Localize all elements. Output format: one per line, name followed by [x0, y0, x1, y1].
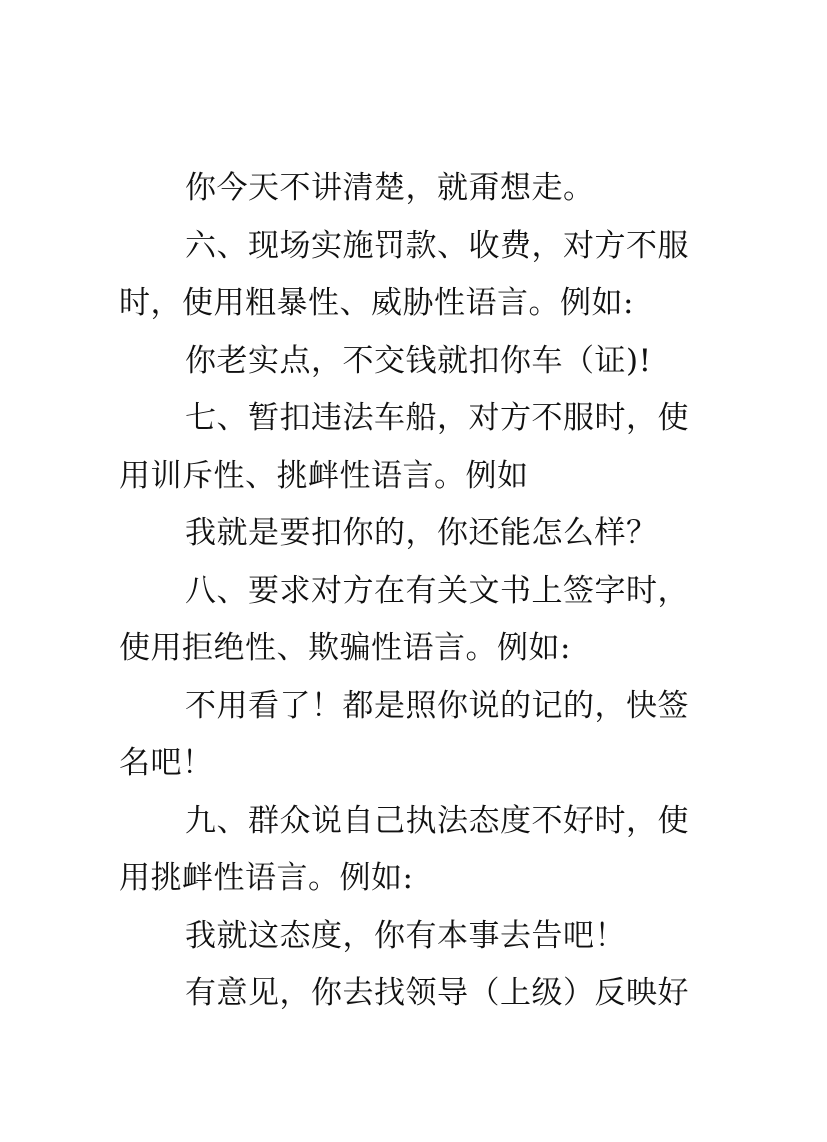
text-line: 我就是要扣你的，你还能怎么样？ — [185, 515, 658, 551]
text-line: 时，使用粗暴性、威胁性语言。例如: — [119, 285, 634, 321]
text-line: 八、要求对方在有关文书上签字时， — [185, 572, 689, 609]
body-text — [119, 160, 709, 1023]
text-line: 使用拒绝性、欺骗性语言。例如: — [119, 630, 571, 666]
text-line: 七、暂扣违法车船，对方不服时，使 — [185, 400, 689, 436]
text-line: 六、现场实施罚款、收费，对方不服 — [185, 227, 689, 264]
text-line: 你老实点，不交钱就扣你车（证)! — [185, 342, 652, 379]
text-line: 不用看了！都是照你说的记的，快签 — [185, 687, 689, 724]
text-line: 有意见，你去找领导（上级）反映好 — [185, 975, 689, 1011]
text-line: 九、群众说自己执法态度不好时，使 — [185, 802, 689, 839]
text-line: 名吧！ — [119, 745, 214, 781]
text-line: 你今天不讲清楚，就甭想走。 — [185, 170, 595, 206]
text-line: 用挑衅性语言。例如: — [119, 860, 414, 896]
text-line: 用训斥性、挑衅性语言。例如 — [119, 457, 529, 494]
text-line: 我就这态度，你有本事去告吧！ — [185, 917, 626, 954]
